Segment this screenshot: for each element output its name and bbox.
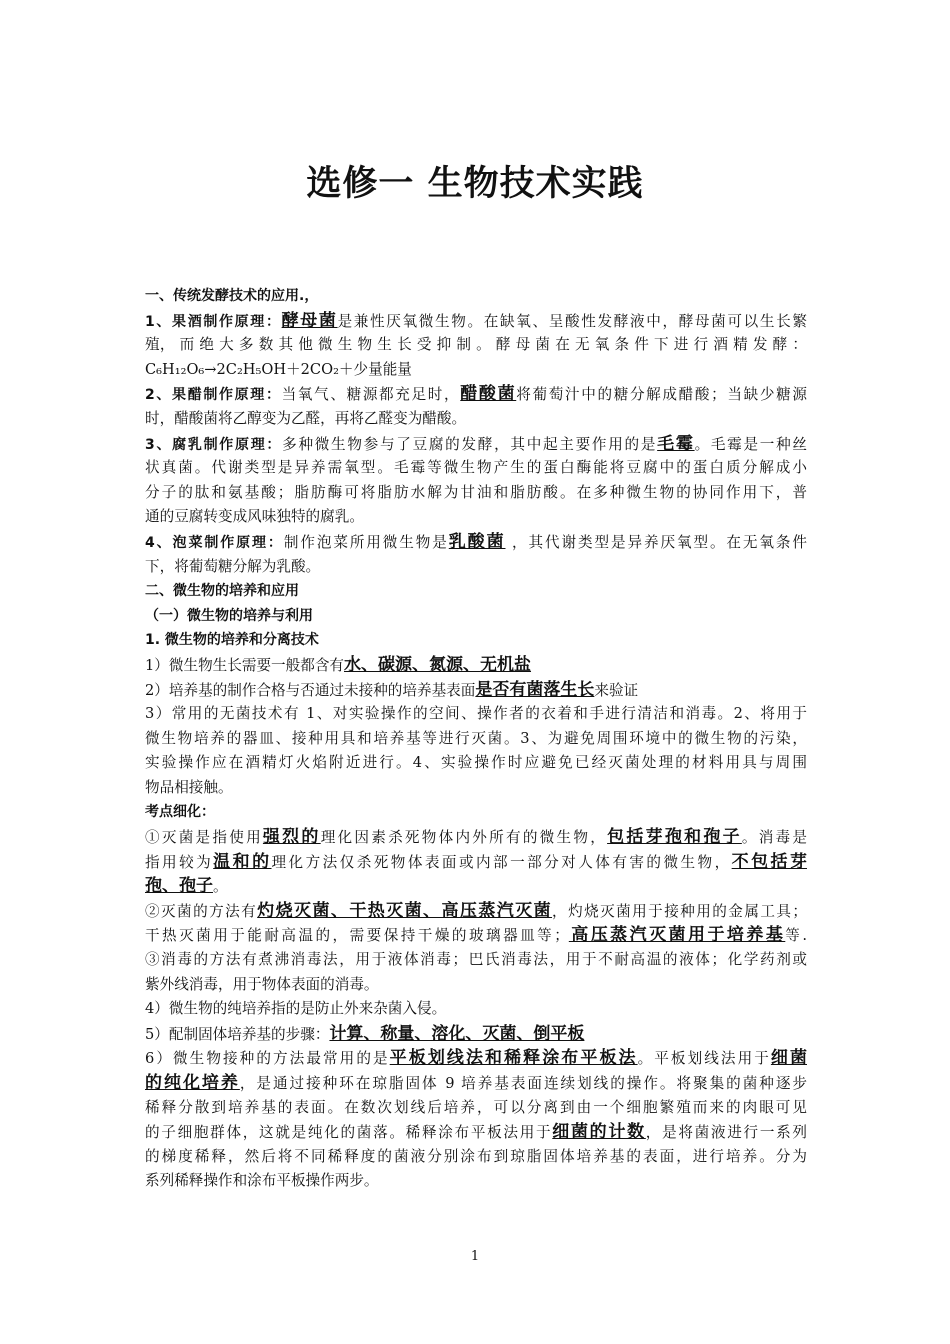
text-line	[145, 505, 807, 530]
key-term: 不包括芽	[731, 851, 807, 872]
text-line	[145, 456, 807, 481]
key-term: 水、碳源、氮源、无机盐	[344, 654, 532, 675]
section-heading: 1. 微生物的培养和分离技术	[145, 632, 319, 649]
body-text: 1）微生物生长需要一般都含有	[145, 656, 345, 674]
body-text: 4）微生物的纯培养指的是防止外来杂菌入侵。	[145, 1000, 447, 1018]
key-term: 细菌的计数	[552, 1122, 646, 1143]
page-number: 1	[470, 1249, 480, 1264]
body-text: 状真菌。代谢类型是异养需氧型。毛霉等微生物产生的蛋白酶能将豆腐中的蛋白质分解成小	[145, 459, 807, 477]
body-text: C₆H₁₂O₆→2C₂H₅OH＋2CO₂＋少量能量	[145, 360, 412, 378]
body-text: 6）微生物接种的方法最常用的是	[145, 1050, 390, 1068]
body-text: 稀释分散到培养基的表面。在数次划线后培养，可以分离到由一个细胞繁殖而来的肉眼可见	[145, 1098, 807, 1116]
key-term: 包括芽孢和孢子	[607, 827, 742, 848]
key-term: 灼烧灭菌、干热灭菌、高压蒸汽灭菌	[257, 900, 553, 921]
text-line	[145, 432, 807, 457]
text-line	[145, 358, 807, 383]
text-line	[145, 1046, 807, 1071]
text-line	[145, 850, 807, 875]
text-line	[145, 678, 807, 703]
text-line	[145, 727, 807, 752]
text-line	[145, 1169, 807, 1194]
body-text: 理化因素杀死物体内外所有的微生物，	[320, 829, 608, 847]
key-term: 醋酸菌	[460, 384, 517, 405]
text-line	[145, 555, 807, 580]
section-heading: 2、果醋制作原理：	[145, 387, 282, 404]
body-text: 2）培养基的制作合格与否通过未接种的培养基表面	[145, 681, 476, 699]
body-text: 干热灭菌用于能耐高温的，需要保持干燥的玻璃器皿等；	[145, 927, 569, 945]
text-line	[145, 973, 807, 998]
key-term: 强烈的	[262, 827, 321, 848]
text-line	[145, 751, 807, 776]
text-line	[145, 825, 807, 850]
body-text: 理化方法仅杀死物体表面或内部一部分对人体有害的微生物，	[271, 853, 732, 871]
text-line	[145, 530, 807, 555]
body-text: 。消毒是	[741, 829, 807, 847]
body-text: 。	[213, 878, 228, 896]
text-line	[145, 1120, 807, 1145]
key-term: 细菌	[770, 1048, 807, 1069]
text-line	[145, 874, 807, 899]
body-text: 系列稀释操作和涂布平板操作两步。	[145, 1172, 379, 1190]
page-title: 选修一 生物技术实践	[306, 164, 644, 204]
body-text: 分子的肽和氨基酸；脂肪酶可将脂肪水解为甘油和脂肪酸。在多种微生物的协同作用下，普	[145, 483, 807, 501]
body-text: 是兼性厌氧微生物。在缺氧、呈酸性发酵液中，酵母菌可以生长繁	[337, 312, 807, 330]
body-text: 。平板划线法用于	[637, 1050, 771, 1068]
section-heading: （一）微生物的培养与利用	[145, 607, 313, 624]
text-line	[145, 481, 807, 506]
text-line	[145, 284, 807, 309]
text-line	[145, 407, 807, 432]
text-line	[145, 1022, 807, 1047]
text-line	[145, 1145, 807, 1170]
section-heading: 考点细化：	[145, 804, 215, 821]
key-term: 计算、称量、溶化、灭菌、倒平板	[329, 1023, 585, 1044]
section-heading: 1、果酒制作原理：	[145, 313, 282, 330]
text-line	[145, 800, 807, 825]
key-term: 的纯化培养	[145, 1073, 240, 1093]
body-text: 物品相接触。	[145, 778, 233, 796]
text-line	[145, 1096, 807, 1121]
section-heading: 一、传统发酵技术的应用.，	[145, 288, 319, 304]
body-text: ，其代谢类型是异养厌氧型。在无氧条件	[505, 533, 807, 551]
body-text: 的梯度稀释，然后将不同稀释度的菌液分别涂布到琼脂固体培养基的表面，进行培养。分为	[145, 1147, 807, 1165]
body-text: 来验证	[594, 681, 639, 699]
text-line	[145, 899, 807, 924]
body-text: ②灭菌的方法有	[145, 902, 258, 920]
body-text: 。毛霉是一种丝	[694, 435, 807, 453]
section-heading: 3、腐乳制作原理：	[145, 436, 283, 453]
body-text: 通的豆腐转变成风味独特的腐乳。	[145, 508, 364, 526]
text-line	[145, 923, 807, 948]
body-text: 3）常用的无菌技术有 1、对实验操作的空间、操作者的衣着和手进行清洁和消毒。2、将用于	[145, 705, 807, 723]
text-line	[145, 604, 807, 629]
body-text: 的子细胞群体，这就是纯化的菌落。稀释涂布平板法用于	[145, 1124, 553, 1142]
body-text: 等.	[785, 927, 807, 945]
key-term: 是否有菌落生长	[475, 679, 595, 700]
text-line	[145, 579, 807, 604]
key-term: 温和的	[213, 851, 272, 872]
text-line	[145, 702, 807, 727]
body-text: 紫外线消毒，用于物体表面的消毒。	[145, 975, 379, 993]
body-text: 殖， 而 绝 大 多 数 其 他 微 生 物 生 长 受 抑 制 。 酵 母 菌 在 无 氧 条 件 下 进 行 酒 精 发 酵 ：	[145, 336, 807, 354]
body-text: ③消毒的方法有煮沸消毒法，用于液体消毒；巴氏消毒法，用于不耐高温的液体；化学药剂或	[145, 951, 807, 969]
body-text: ①灭菌是指使用	[145, 829, 263, 847]
body-text: 微生物培养的器皿、接种用具和培养基等进行灭菌。3、为避免周围环境中的微生物的污染，	[145, 729, 807, 747]
section-heading: 二、微生物的培养和应用	[145, 583, 299, 600]
body-text: ，是将菌液进行一系列	[645, 1124, 807, 1142]
text-line	[145, 653, 807, 678]
text-line	[145, 948, 807, 973]
body-text: 实验操作应在酒精灯火焰附近进行。4、实验操作时应避免已经灭菌处理的材料用具与周围	[145, 754, 807, 772]
body-text: 指用较为	[145, 853, 214, 871]
body-text: ，灼烧灭菌用于接种用的金属工具；	[552, 902, 807, 920]
text-line	[145, 382, 807, 407]
document-body	[145, 284, 807, 1194]
text-line	[145, 1071, 807, 1096]
key-term: 孢、孢子	[145, 876, 213, 897]
text-line	[145, 628, 807, 653]
body-text: 多种微生物参与了豆腐的发酵，其中起主要作用的是	[282, 435, 658, 453]
text-line	[145, 776, 807, 801]
body-text: 时，醋酸菌将乙醇变为乙醛，再将乙醛变为醋酸。	[145, 409, 467, 427]
body-text: 当氧气、糖源都充足时，	[281, 386, 461, 404]
text-line	[145, 333, 807, 358]
key-term: 毛霉	[657, 433, 695, 454]
text-line	[145, 997, 807, 1022]
body-text: 将葡萄汁中的糖分解成醋酸；当缺少糖源	[516, 386, 807, 404]
body-text: ，是通过接种环在琼脂固体 9 培养基表面连续划线的操作。将聚集的菌种逐步	[239, 1075, 807, 1092]
key-term: 酵母菌	[281, 310, 338, 331]
body-text: 制作泡菜所用微生物是	[283, 533, 449, 551]
key-term: 乳酸菌	[448, 531, 506, 552]
text-line	[145, 309, 807, 334]
key-term: 高压蒸汽灭菌用于培养基	[568, 925, 786, 946]
key-term: 平板划线法和稀释涂布平板法	[389, 1048, 638, 1069]
section-heading: 4、泡菜制作原理：	[145, 534, 284, 551]
body-text: 下，将葡萄糖分解为乳酸。	[145, 557, 321, 575]
body-text: 5）配制固体培养基的步骤：	[145, 1025, 330, 1043]
